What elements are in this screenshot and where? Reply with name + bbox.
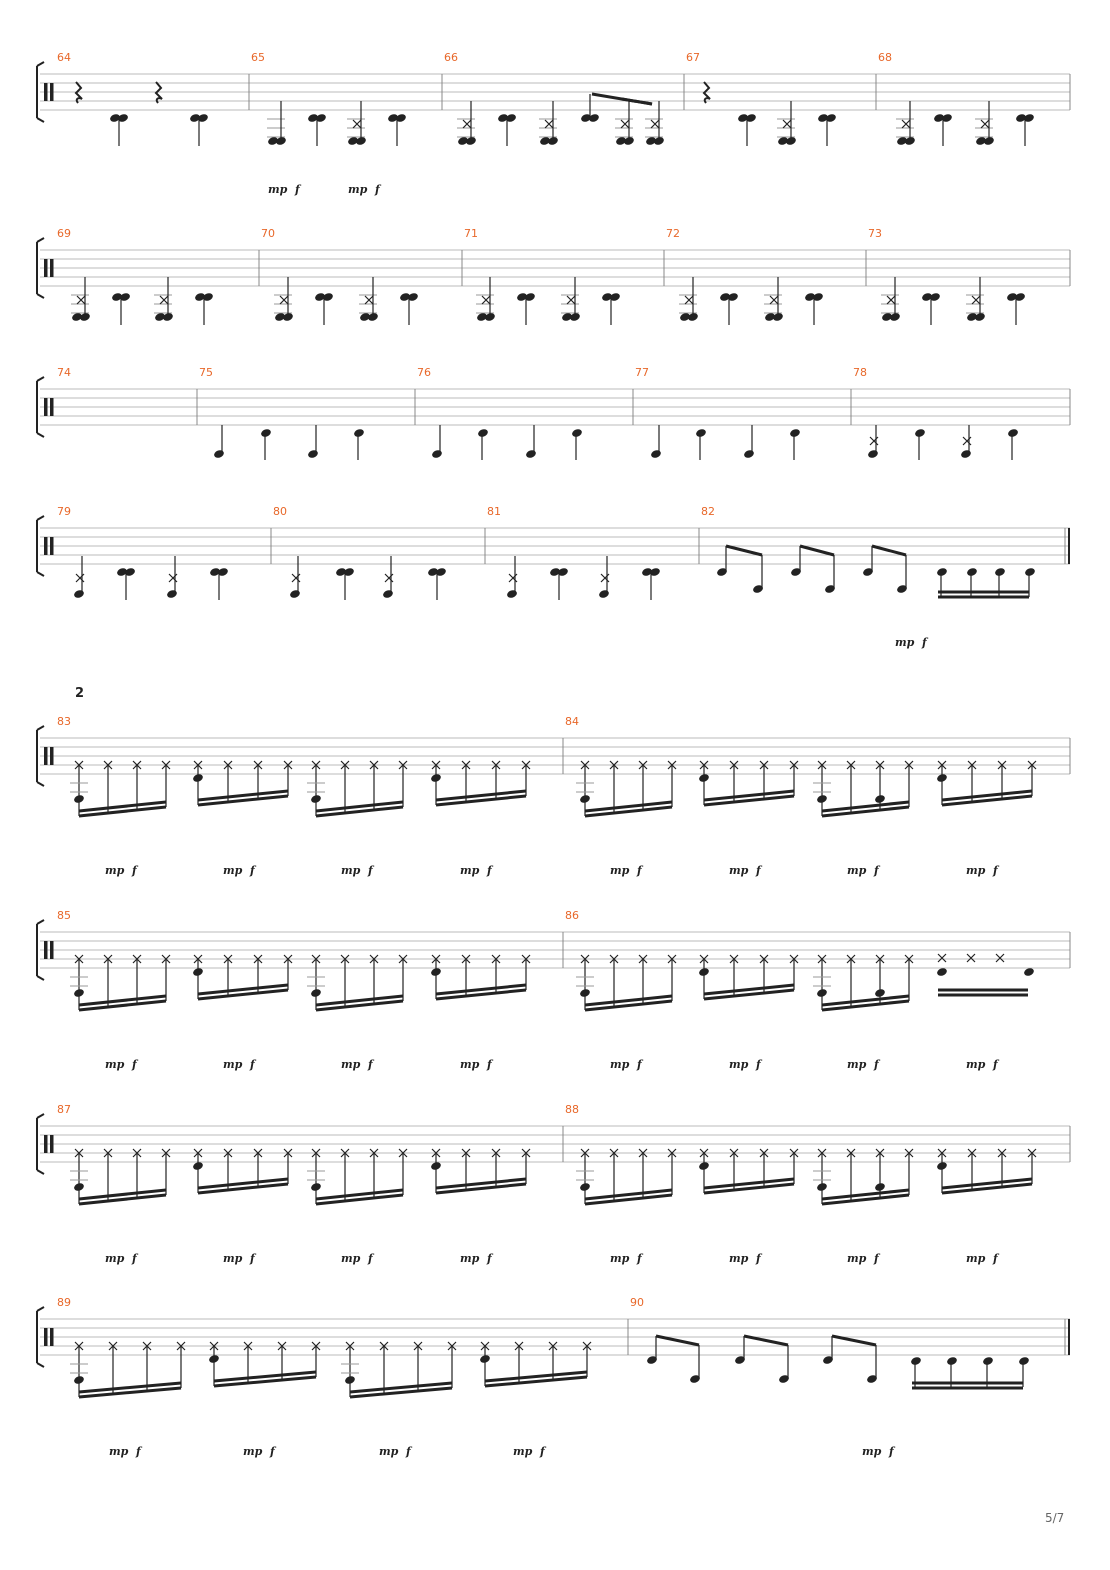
measure-number: 68 xyxy=(878,51,892,64)
notehead xyxy=(1024,567,1036,577)
measure-number: 75 xyxy=(199,366,213,379)
x-notehead xyxy=(685,296,693,304)
dynamic-f: f xyxy=(375,183,380,196)
x-notehead xyxy=(887,296,895,304)
percussion-clef-bar xyxy=(44,747,48,765)
x-notehead xyxy=(770,296,778,304)
dynamic-f: f xyxy=(487,1252,492,1265)
notehead xyxy=(816,794,828,804)
measure-number: 90 xyxy=(630,1296,644,1309)
dynamic-f: f xyxy=(250,1252,255,1265)
dynamic-mp: mp xyxy=(460,1058,480,1071)
notehead xyxy=(910,1356,922,1366)
dynamic-mp: mp xyxy=(460,1252,480,1265)
dynamic-mp: mp xyxy=(105,1252,125,1265)
measure-number: 80 xyxy=(273,505,287,518)
dynamic-f: f xyxy=(250,864,255,877)
dynamic-mp: mp xyxy=(895,636,915,649)
dynamic-f: f xyxy=(295,183,300,196)
percussion-clef-bar xyxy=(44,83,48,101)
x-notehead xyxy=(463,120,471,128)
percussion-clef-bar xyxy=(44,1328,48,1346)
dynamic-f: f xyxy=(270,1445,275,1458)
dynamic-f: f xyxy=(993,864,998,877)
dynamic-mp: mp xyxy=(513,1445,533,1458)
dynamic-f: f xyxy=(637,864,642,877)
notehead xyxy=(571,428,583,438)
dynamic-f: f xyxy=(540,1445,545,1458)
dynamic-f: f xyxy=(132,864,137,877)
notehead xyxy=(477,428,489,438)
dynamic-mp: mp xyxy=(847,864,867,877)
dynamic-f: f xyxy=(250,1058,255,1071)
notehead xyxy=(874,1182,886,1192)
notehead xyxy=(936,567,948,577)
x-notehead xyxy=(902,120,910,128)
dynamic-mp: mp xyxy=(223,1058,243,1071)
x-notehead xyxy=(365,296,373,304)
notehead xyxy=(431,449,443,459)
dynamic-f: f xyxy=(874,1058,879,1071)
notehead xyxy=(867,449,879,459)
dynamic-f: f xyxy=(889,1445,894,1458)
dynamic-mp: mp xyxy=(105,864,125,877)
notehead xyxy=(310,794,322,804)
notehead xyxy=(73,794,85,804)
measure-number: 77 xyxy=(635,366,649,379)
measure-number: 69 xyxy=(57,227,71,240)
notehead xyxy=(307,449,319,459)
notehead xyxy=(743,449,755,459)
x-notehead xyxy=(160,296,168,304)
notehead xyxy=(914,428,926,438)
staff-system-4 xyxy=(37,516,1070,576)
notehead xyxy=(213,449,225,459)
notehead xyxy=(960,449,972,459)
notehead xyxy=(353,428,365,438)
staff-system-5 xyxy=(37,726,1070,786)
percussion-clef-bar xyxy=(44,1135,48,1153)
staff-system-3 xyxy=(37,377,1070,437)
x-notehead xyxy=(76,574,84,582)
dynamic-f: f xyxy=(637,1058,642,1071)
dynamic-mp: mp xyxy=(223,864,243,877)
notehead xyxy=(506,589,518,599)
dynamic-mp: mp xyxy=(862,1445,882,1458)
dynamic-mp: mp xyxy=(109,1445,129,1458)
dynamic-f: f xyxy=(756,1252,761,1265)
percussion-clef-bar xyxy=(50,398,54,416)
x-notehead xyxy=(509,574,517,582)
notehead xyxy=(966,567,978,577)
x-notehead xyxy=(545,120,553,128)
section-marker: 2 xyxy=(75,686,85,701)
dynamic-mp: mp xyxy=(460,864,480,877)
percussion-clef-bar xyxy=(44,537,48,555)
measure-number: 78 xyxy=(853,366,867,379)
dynamic-mp: mp xyxy=(610,1252,630,1265)
dynamic-mp: mp xyxy=(268,183,288,196)
percussion-clef-bar xyxy=(50,941,54,959)
notehead xyxy=(525,449,537,459)
percussion-clef-bar xyxy=(50,1135,54,1153)
percussion-clef-bar xyxy=(44,259,48,277)
dynamic-f: f xyxy=(487,864,492,877)
percussion-clef-bar xyxy=(44,941,48,959)
measure-number: 71 xyxy=(464,227,478,240)
dynamic-mp: mp xyxy=(729,1252,749,1265)
x-notehead xyxy=(292,574,300,582)
dynamic-f: f xyxy=(993,1252,998,1265)
dynamic-f: f xyxy=(132,1058,137,1071)
x-notehead xyxy=(981,120,989,128)
x-notehead xyxy=(783,120,791,128)
x-notehead xyxy=(77,296,85,304)
notehead xyxy=(874,988,886,998)
dynamic-mp: mp xyxy=(847,1058,867,1071)
beam xyxy=(726,546,762,555)
notehead xyxy=(73,589,85,599)
x-notehead xyxy=(621,120,629,128)
dynamic-mp: mp xyxy=(729,1058,749,1071)
measure-number: 84 xyxy=(565,715,579,728)
notehead xyxy=(310,1182,322,1192)
measure-number: 82 xyxy=(701,505,715,518)
dynamic-mp: mp xyxy=(105,1058,125,1071)
dynamic-mp: mp xyxy=(610,1058,630,1071)
x-notehead xyxy=(651,120,659,128)
dynamic-f: f xyxy=(368,864,373,877)
dynamic-mp: mp xyxy=(966,864,986,877)
x-notehead xyxy=(385,574,393,582)
measure-number: 67 xyxy=(686,51,700,64)
x-notehead xyxy=(996,954,1004,962)
notehead xyxy=(816,988,828,998)
measure-number: 73 xyxy=(868,227,882,240)
dynamic-mp: mp xyxy=(341,1058,361,1071)
notehead xyxy=(982,1356,994,1366)
dynamic-f: f xyxy=(874,864,879,877)
measure-number: 85 xyxy=(57,909,71,922)
notehead xyxy=(994,567,1006,577)
staff-system-2 xyxy=(37,238,1070,298)
notehead xyxy=(166,589,178,599)
beam xyxy=(800,546,834,555)
dynamic-mp: mp xyxy=(966,1058,986,1071)
measure-number: 64 xyxy=(57,51,71,64)
staff-system-7 xyxy=(37,1114,1070,1174)
dynamic-f: f xyxy=(368,1252,373,1265)
percussion-clef-bar xyxy=(50,259,54,277)
notehead xyxy=(816,1182,828,1192)
notehead xyxy=(73,988,85,998)
notehead xyxy=(310,988,322,998)
notehead xyxy=(789,428,801,438)
percussion-clef-bar xyxy=(50,1328,54,1346)
measure-number: 87 xyxy=(57,1103,71,1116)
dynamic-f: f xyxy=(922,636,927,649)
dynamic-mp: mp xyxy=(341,1252,361,1265)
notes-layer xyxy=(70,82,1036,1397)
x-notehead xyxy=(963,437,971,445)
x-notehead xyxy=(870,437,878,445)
dynamic-f: f xyxy=(487,1058,492,1071)
notehead xyxy=(579,988,591,998)
percussion-clef-bar xyxy=(50,537,54,555)
x-notehead xyxy=(169,574,177,582)
x-notehead xyxy=(280,296,288,304)
measure-number: 89 xyxy=(57,1296,71,1309)
notehead xyxy=(344,1375,356,1385)
notehead xyxy=(1007,428,1019,438)
dynamic-mp: mp xyxy=(223,1252,243,1265)
x-notehead xyxy=(482,296,490,304)
beam xyxy=(872,546,906,555)
notehead xyxy=(579,794,591,804)
percussion-clef-bar xyxy=(44,398,48,416)
dynamic-f: f xyxy=(756,864,761,877)
dynamic-f: f xyxy=(874,1252,879,1265)
measure-number: 66 xyxy=(444,51,458,64)
notehead xyxy=(946,1356,958,1366)
dynamic-f: f xyxy=(368,1058,373,1071)
notehead xyxy=(73,1375,85,1385)
percussion-clef-bar xyxy=(50,83,54,101)
dynamic-f: f xyxy=(406,1445,411,1458)
dynamic-f: f xyxy=(136,1445,141,1458)
notehead xyxy=(73,1182,85,1192)
measure-number: 76 xyxy=(417,366,431,379)
notehead xyxy=(289,589,301,599)
x-notehead xyxy=(601,574,609,582)
x-notehead xyxy=(567,296,575,304)
dynamic-f: f xyxy=(993,1058,998,1071)
notehead xyxy=(695,428,707,438)
notehead xyxy=(598,589,610,599)
notehead xyxy=(874,794,886,804)
x-notehead xyxy=(938,954,946,962)
measure-number: 83 xyxy=(57,715,71,728)
page-label: 5/7 xyxy=(1045,1511,1065,1525)
notehead xyxy=(650,449,662,459)
x-notehead xyxy=(353,120,361,128)
notehead xyxy=(382,589,394,599)
measure-number: 74 xyxy=(57,366,71,379)
dynamic-mp: mp xyxy=(379,1445,399,1458)
dynamic-f: f xyxy=(132,1252,137,1265)
measure-number: 86 xyxy=(565,909,579,922)
x-notehead xyxy=(967,954,975,962)
measure-number: 65 xyxy=(251,51,265,64)
dynamic-mp: mp xyxy=(729,864,749,877)
measure-number: 70 xyxy=(261,227,275,240)
staff-system-6 xyxy=(37,920,1070,980)
notehead xyxy=(1018,1356,1030,1366)
dynamic-mp: mp xyxy=(847,1252,867,1265)
notehead xyxy=(579,1182,591,1192)
measure-number: 81 xyxy=(487,505,501,518)
dynamic-f: f xyxy=(756,1058,761,1071)
measure-number: 72 xyxy=(666,227,680,240)
notehead xyxy=(260,428,272,438)
dynamic-mp: mp xyxy=(966,1252,986,1265)
percussion-clef-bar xyxy=(50,747,54,765)
dynamic-mp: mp xyxy=(243,1445,263,1458)
x-notehead xyxy=(972,296,980,304)
measure-number: 79 xyxy=(57,505,71,518)
dynamic-mp: mp xyxy=(341,864,361,877)
dynamic-mp: mp xyxy=(610,864,630,877)
dynamic-f: f xyxy=(637,1252,642,1265)
dynamic-mp: mp xyxy=(348,183,368,196)
measure-number: 88 xyxy=(565,1103,579,1116)
